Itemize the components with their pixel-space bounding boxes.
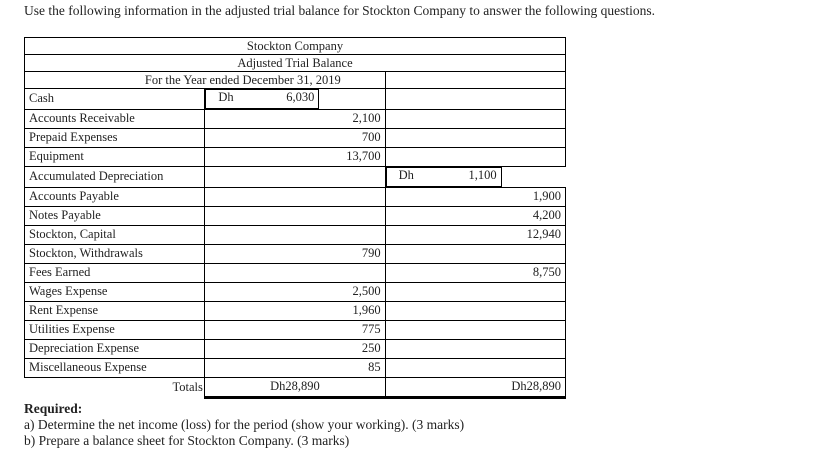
credit-amount — [385, 302, 565, 321]
debit-amount — [205, 207, 385, 226]
table-row — [25, 148, 566, 167]
company-name: Stockton Company — [25, 38, 566, 55]
table-row — [25, 359, 566, 378]
table-row — [25, 110, 566, 129]
credit-amount: 4,200 — [385, 207, 565, 226]
trial-balance-table — [24, 37, 566, 399]
table-header-subtitle — [25, 55, 566, 72]
table-row — [25, 188, 566, 207]
currency-prefix: Dh — [398, 168, 414, 182]
table-row — [25, 89, 566, 110]
table-row — [25, 283, 566, 302]
debit-total: Dh28,890 — [205, 378, 385, 398]
table-row — [25, 226, 566, 245]
account-name: Wages Expense — [25, 283, 205, 302]
credit-amount — [385, 321, 565, 340]
statement-period: For the Year ended December 31, 2019 — [25, 72, 386, 89]
debit-amount — [205, 188, 385, 207]
account-name: Rent Expense — [25, 302, 205, 321]
required-title: Required: — [24, 401, 83, 416]
debit-amount: 13,700 — [205, 148, 385, 167]
debit-amount — [205, 264, 385, 283]
totals-label: Totals — [172, 379, 203, 394]
debit-amount: 85 — [205, 359, 385, 378]
debit-amount — [205, 226, 385, 245]
table-row — [25, 302, 566, 321]
debit-amount: 2,100 — [205, 110, 385, 129]
account-name: Accounts Receivable — [25, 110, 205, 129]
required-section — [24, 401, 464, 449]
table-row — [25, 321, 566, 340]
credit-amount — [385, 148, 565, 167]
account-name: Prepaid Expenses — [25, 129, 205, 148]
account-name: Miscellaneous Expense — [25, 359, 205, 378]
credit-amount — [385, 245, 565, 264]
table-header-period — [25, 72, 566, 89]
debit-amount: 790 — [205, 245, 385, 264]
account-name: Fees Earned — [25, 264, 205, 283]
account-name: Equipment — [25, 148, 205, 167]
credit-total: Dh28,890 — [385, 378, 565, 398]
credit-amount — [385, 340, 565, 359]
currency-prefix: Dh — [218, 90, 234, 104]
totals-row — [25, 378, 566, 398]
table-row — [25, 167, 566, 188]
account-name: Accumulated Depreciation — [25, 167, 205, 188]
credit-amount — [385, 359, 565, 378]
required-item-a: a) Determine the net income (loss) for the period (show your working). (3 marks) — [24, 417, 465, 432]
debit-value: 6,030 — [286, 90, 315, 104]
credit-amount — [385, 129, 565, 148]
debit-amount: 2,500 — [205, 283, 385, 302]
debit-amount — [205, 89, 319, 109]
statement-title: Adjusted Trial Balance — [25, 55, 566, 72]
debit-amount — [205, 167, 385, 188]
table-row — [25, 340, 566, 359]
account-name: Utilities Expense — [25, 321, 205, 340]
credit-amount — [385, 283, 565, 302]
credit-amount — [385, 110, 565, 129]
account-name: Depreciation Expense — [25, 340, 205, 359]
credit-amount: 12,940 — [385, 226, 565, 245]
table-row — [25, 207, 566, 226]
credit-amount: 8,750 — [385, 264, 565, 283]
account-name: Accounts Payable — [25, 188, 205, 207]
debit-amount: 250 — [205, 340, 385, 359]
credit-amount: 1,900 — [385, 188, 565, 207]
credit-value: 1,100 — [468, 168, 497, 182]
required-item-b: b) Prepare a balance sheet for Stockton Company. (3 marks) — [24, 433, 350, 448]
debit-amount: 700 — [205, 129, 385, 148]
debit-amount: 1,960 — [205, 302, 385, 321]
table-row — [25, 264, 566, 283]
table-row — [25, 245, 566, 264]
table-row — [25, 129, 566, 148]
table-header-company — [25, 38, 566, 55]
debit-amount: 775 — [205, 321, 385, 340]
account-name: Stockton, Capital — [25, 226, 205, 245]
credit-amount — [385, 89, 565, 110]
instructions-text: Use the following information in the adjusted trial balance for Stockton Company to answer the following questions. — [24, 3, 655, 18]
credit-amount — [386, 167, 502, 187]
account-name: Stockton, Withdrawals — [25, 245, 205, 264]
account-name: Cash — [25, 89, 205, 110]
account-name: Notes Payable — [25, 207, 205, 226]
